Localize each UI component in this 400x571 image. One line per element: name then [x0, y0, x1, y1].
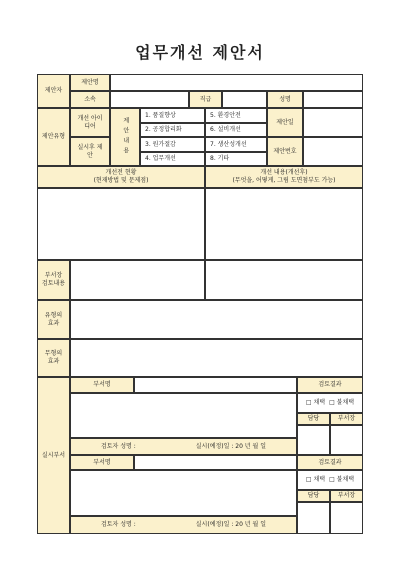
- dept-head-review-label: 부서장 검토내용: [37, 260, 70, 300]
- impl-section-label: 실시부서: [37, 377, 70, 534]
- after-header-title: 개선 내용(개선후): [260, 169, 308, 177]
- dept-label: 소속: [70, 91, 110, 108]
- impl1-reject-checkbox[interactable]: □ 불채택: [329, 399, 355, 407]
- impl2-head-label: 부서장: [330, 490, 363, 502]
- after-header: [205, 166, 363, 188]
- impl1-manager-label: 담당: [297, 413, 330, 425]
- type-item-7[interactable]: 7. 생산성개선: [205, 137, 267, 152]
- intangible-effect-label: 무형의 효과: [37, 339, 70, 377]
- before-header-title: 개선전 현황: [105, 169, 137, 177]
- impl1-dept-label: 부서명: [70, 377, 134, 393]
- impl1-content-area[interactable]: [70, 393, 297, 438]
- impl2-manager-label: 담당: [297, 490, 330, 502]
- impl1-reviewer-row: [70, 438, 297, 455]
- type-item-6[interactable]: 6. 설비개선: [205, 123, 267, 137]
- proposer-section-label: 제안자: [37, 74, 70, 108]
- proposal-date-field[interactable]: [303, 108, 363, 137]
- proposal-number-field[interactable]: [303, 137, 363, 166]
- impl1-dept-field[interactable]: [134, 377, 297, 393]
- type-idea-label: 개선 아이디어: [70, 108, 110, 137]
- impl2-reviewer-row: [70, 516, 297, 534]
- impl1-adopt-options[interactable]: [297, 393, 363, 413]
- before-header: [37, 166, 205, 188]
- impl2-reviewer-label: 검토자 성명 :: [100, 521, 136, 529]
- dept-field[interactable]: [110, 91, 189, 108]
- page-title: 업무개선 제안서: [135, 43, 265, 62]
- content-label-text: 제안내용: [121, 117, 129, 157]
- intangible-effect-field[interactable]: [70, 339, 363, 377]
- dept-head-review-left[interactable]: [70, 260, 205, 300]
- tangible-effect-label: 유형의 효과: [37, 300, 70, 339]
- rank-field[interactable]: [222, 91, 267, 108]
- content-label: [110, 108, 140, 166]
- type-item-1[interactable]: 1. 품질향상: [140, 108, 205, 123]
- impl2-adopt-options[interactable]: [297, 470, 363, 490]
- impl1-head-label: 부서장: [330, 413, 363, 425]
- before-content-area[interactable]: [37, 188, 205, 260]
- type-item-3[interactable]: 3. 원가절감: [140, 137, 205, 152]
- impl1-head-sign[interactable]: [330, 425, 363, 455]
- impl2-dept-field[interactable]: [134, 455, 297, 470]
- proposal-number-label: 제안번호: [267, 137, 303, 166]
- proposal-date-label: 제안일: [267, 108, 303, 137]
- impl2-reject-checkbox[interactable]: □ 불채택: [329, 476, 355, 484]
- type-post-label: 실시후 제안: [70, 137, 110, 166]
- person-name-field[interactable]: [303, 91, 363, 108]
- proposal-name-label: 제안명: [70, 74, 110, 91]
- after-content-area[interactable]: [205, 188, 363, 260]
- before-header-sub: (현재방법 및 문제점): [93, 177, 149, 184]
- impl1-reviewer-label: 검토자 성명 :: [100, 442, 136, 450]
- impl1-result-label: 검토결과: [297, 377, 363, 393]
- impl2-date-label: 실시(예정)일 : 20 년 월 일: [195, 521, 266, 529]
- impl2-result-label: 검토결과: [297, 455, 363, 470]
- impl2-dept-label: 부서명: [70, 455, 134, 470]
- after-header-sub: (무엇을, 어떻게, 그림 도면첨부도 가능): [232, 177, 336, 184]
- impl2-manager-sign[interactable]: [297, 502, 330, 534]
- dept-head-review-right[interactable]: [205, 260, 363, 300]
- impl2-head-sign[interactable]: [330, 502, 363, 534]
- tangible-effect-field[interactable]: [70, 300, 363, 339]
- impl1-manager-sign[interactable]: [297, 425, 330, 455]
- impl2-content-area[interactable]: [70, 470, 297, 516]
- proposal-name-field[interactable]: [110, 74, 363, 91]
- impl2-adopt-checkbox[interactable]: □ 채택: [305, 476, 326, 484]
- type-item-2[interactable]: 2. 공정합리화: [140, 123, 205, 137]
- impl1-adopt-checkbox[interactable]: □ 채택: [305, 399, 326, 407]
- person-name-label: 성명: [267, 91, 303, 108]
- impl1-date-label: 실시(예정)일 : 20 년 월 일: [195, 442, 266, 450]
- type-item-8[interactable]: 8. 기타: [205, 152, 267, 166]
- type-section-label: 제안유형: [37, 108, 70, 166]
- type-item-4[interactable]: 4. 업무개선: [140, 152, 205, 166]
- rank-label: 직급: [189, 91, 222, 108]
- type-item-5[interactable]: 5. 환경안전: [205, 108, 267, 123]
